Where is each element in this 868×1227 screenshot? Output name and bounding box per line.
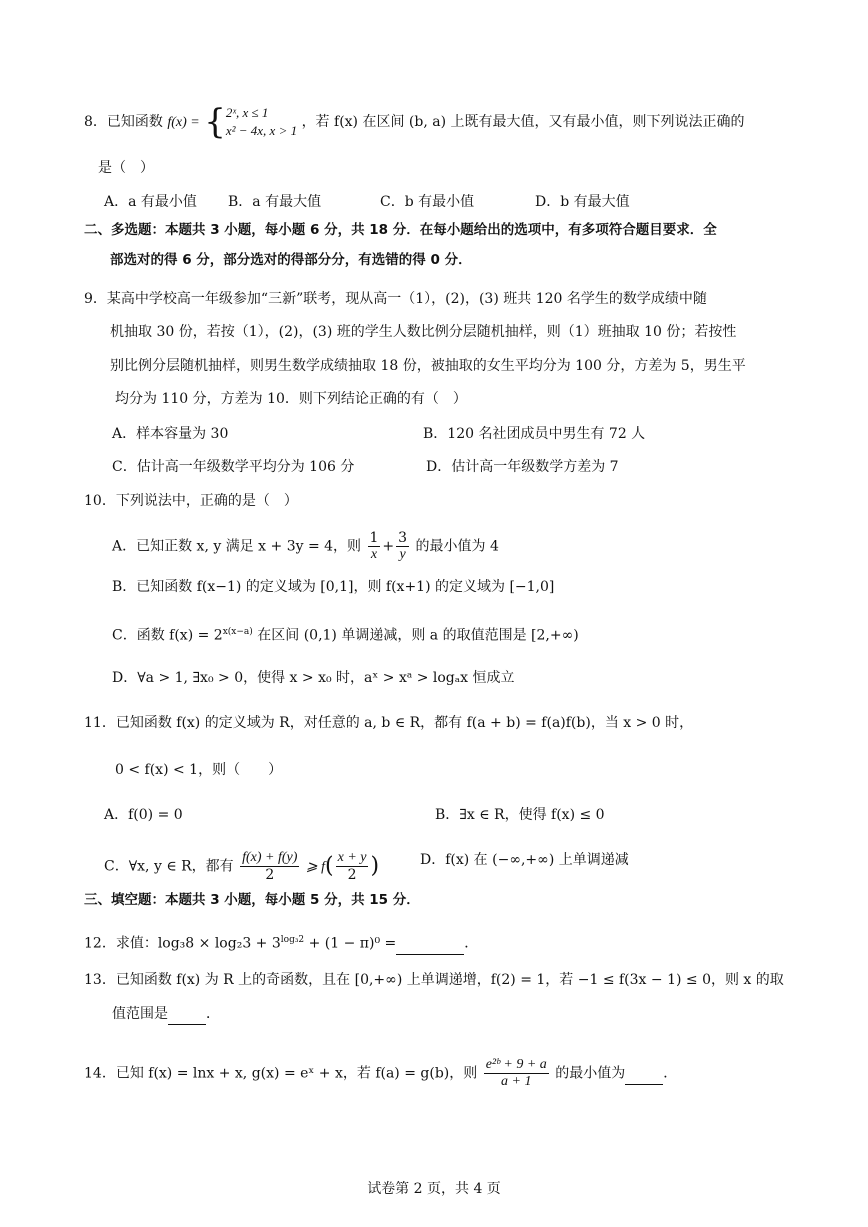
q11-option-c	[104, 850, 379, 883]
q14-line	[84, 1057, 677, 1090]
q10-stem: 10．下列说法中，正确的是（ ）	[84, 493, 298, 509]
section3-heading: 三、填空题：本题共 3 小题，每小题 5 分，共 15 分．	[84, 892, 420, 908]
q10-a-post: 的最小值为 4	[415, 538, 499, 555]
q13-line1: 13．已知函数 f(x) 为 R 上的奇函数，且在 [0,+∞) 上单调递增，f(2) = 1，若 −1 ≤ f(3x − 1) ≤ 0，则 x 的取	[84, 972, 784, 988]
section2-heading-line1: 二、多选题：本题共 3 小题，每小题 6 分，共 18 分．在每小题给出的选项中，有多项符合题目要求．全	[84, 222, 717, 238]
q14-frac: $\frac{\text{e²ᵇ + 9 + a}}{a + 1}$	[485, 1057, 547, 1089]
q13-answer-blank[interactable]	[168, 1004, 206, 1025]
q11-c-pre: C．∀x, y ∈ R，都有	[104, 858, 234, 875]
q11-c-frac2: $\frac{x + y}{2}$	[337, 850, 367, 883]
q11-stem-line1: 11．已知函数 f(x) 的定义域为 R，对任意的 a, b ∈ R，都有 f(a + b) = f(a)f(b)，当 x > 0 时，	[84, 715, 694, 731]
q8-brace: {	[204, 102, 226, 142]
q9-line3: 别比例分层随机抽样，则男生数学成绩抽取 18 份，被抽取的女生平均分为 100 分，方差为 5，男生平	[110, 358, 746, 374]
q9-line2: 机抽取 30 份，若按（1），(2)，(3) 班的学生人数比例分层随机抽样，则（1）班抽取 10 份；若按性	[110, 324, 737, 340]
q8-piece2: x² − 4x, x > 1	[225, 123, 298, 138]
q11-option-b: B．∃x ∈ R，使得 f(x) ≤ 0	[435, 807, 605, 823]
q11-option-a: A．f(0) = 0	[104, 807, 183, 823]
q10-c-post: 在区间 (0,1) 单调递减，则 a 的取值范围是 [2,+∞)	[252, 627, 579, 644]
q8-number: 8．	[84, 114, 107, 130]
q9-line1: 9．某高中学校高一年级参加“三新”联考，现从高一（1），(2)，(3) 班共 120 名学生的数学成绩中随	[84, 291, 707, 307]
q10-a-plus: +	[382, 538, 395, 555]
q8-piecewise	[226, 104, 297, 140]
q11-c-paren-close: )	[370, 853, 380, 879]
q8-func: f(x) =	[167, 115, 200, 130]
q12-end: ．	[464, 935, 479, 952]
q14-pre: 14．已知 f(x) = lnx + x, g(x) = eˣ + x，若 f(a) = g(b)，则	[84, 1065, 478, 1082]
q8-option-a: A．a 有最小值	[104, 194, 197, 210]
q13-end: ．	[206, 1006, 220, 1022]
q12-exponent: log₃2	[280, 935, 305, 945]
page-footer: 试卷第 2 页，共 4 页	[367, 1181, 501, 1197]
q11-c-paren-open: (	[325, 853, 334, 879]
q10-a-frac1: $\frac{1}{x}$	[369, 530, 379, 562]
q11-stem-line2: 0 < f(x) < 1，则（ ）	[115, 762, 283, 778]
q10-option-a	[112, 530, 499, 563]
q10-option-b: B．已知函数 f(x−1) 的定义域为 [0,1]，则 f(x+1) 的定义域为 [−1,0]	[112, 579, 555, 595]
q9-option-a: A．样本容量为 30	[112, 426, 229, 442]
q8-stem-line2: 是（ ）	[98, 160, 154, 176]
section2-heading-line2: 部选对的得 6 分，部分选对的得部分分，有选错的得 0 分．	[110, 252, 472, 268]
q10-c-pre: C．函数 f(x) = 2	[112, 627, 223, 644]
q12-pre: 12．求值：log₃8 × log₂3 + 3	[84, 935, 281, 952]
q10-a-frac2: $\frac{3}{y}$	[398, 530, 408, 562]
q8-option-b: B．a 有最大值	[228, 194, 322, 210]
q9-option-b: B．120 名社团成员中男生有 72 人	[423, 426, 646, 442]
q9-line4: 均分为 110 分，方差为 10．则下列结论正确的有（ ）	[115, 391, 467, 407]
q14-end: ．	[663, 1065, 678, 1082]
q13-pre: 值范围是	[112, 1006, 168, 1022]
q12-answer-blank[interactable]	[396, 934, 464, 955]
q9-option-d: D．估计高一年级数学方差为 7	[426, 459, 619, 475]
q10-option-d: D．∀a > 1, ∃x₀ > 0，使得 x > x₀ 时，aˣ > xᵃ > logₐx 恒成立	[112, 670, 515, 686]
q10-option-c	[112, 622, 579, 646]
q11-option-d: D．f(x) 在 (−∞,+∞) 上单调递减	[420, 852, 629, 868]
q14-post: 的最小值为	[555, 1065, 626, 1082]
q10-a-pre: A．已知正数 x, y 满足 x + 3y = 4，则	[112, 538, 362, 555]
q12-post: + (1 − π)⁰ =	[304, 935, 397, 952]
q8-piece1: 2ˣ, x ≤ 1	[225, 105, 269, 120]
q8-stem-line1	[84, 104, 745, 140]
q11-c-frac1: $\frac{f(x) + f(y)}{2}$	[242, 850, 298, 883]
q11-c-mid: ⩾ f	[305, 859, 326, 875]
q9-option-c: C．估计高一年级数学平均分为 106 分	[112, 459, 355, 475]
q10-c-exponent: x(x−a)	[222, 627, 253, 637]
q8-option-c: C．b 有最小值	[380, 194, 475, 210]
q14-answer-blank[interactable]	[625, 1064, 663, 1085]
q8-stem-b: ，若 f(x) 在区间 (b, a) 上既有最大值，又有最小值，则下列说法正确的	[301, 114, 745, 130]
q8-stem-a: 已知函数	[106, 114, 163, 130]
q8-option-d: D．b 有最大值	[535, 194, 630, 210]
q12-line	[84, 930, 478, 955]
q13-line2	[112, 1004, 220, 1025]
